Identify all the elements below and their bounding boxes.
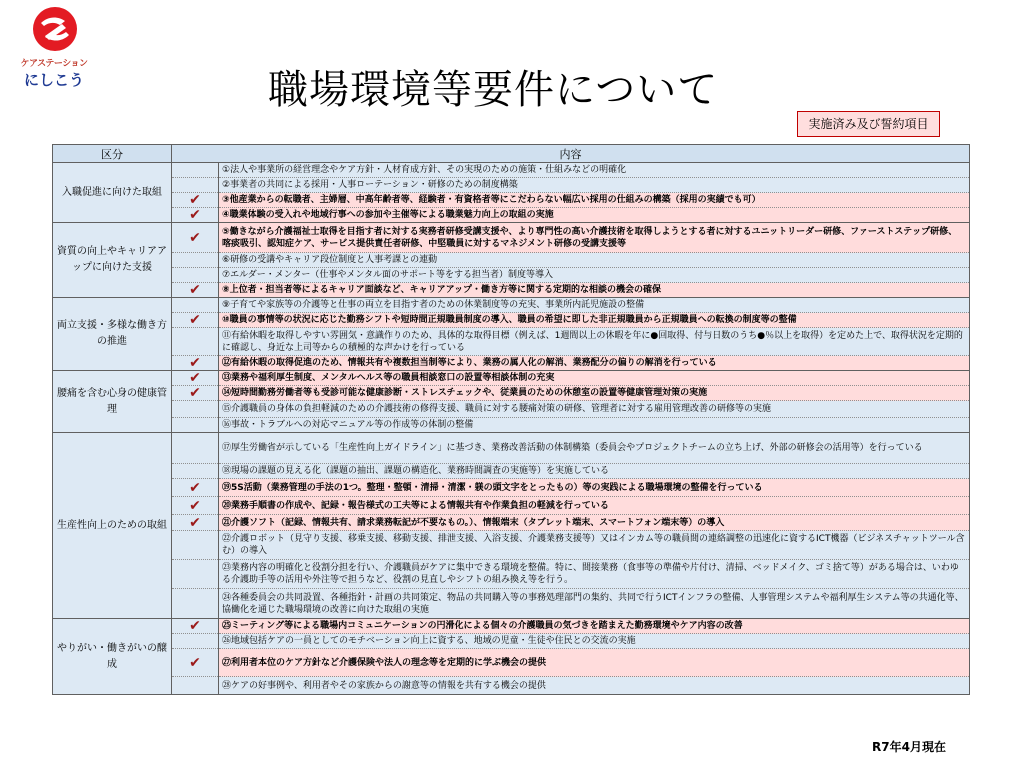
category-cell: やりがい・働きがいの醸成 xyxy=(53,619,172,695)
table-row xyxy=(53,193,970,208)
checkmark-icon: ✔ xyxy=(189,312,201,328)
check-cell xyxy=(172,328,219,356)
checkmark-icon: ✔ xyxy=(189,282,201,298)
requirement-text: ④職業体験の受入れや地域行事への参加や主催等による職業魅力向上の取組の実施 xyxy=(219,208,970,223)
requirement-text: ㉔各種委員会の共同設置、各種指針・計画の共同策定、物品の共同購入等の事務処理部門の集約、共同で行うICTインフラの整備、人事管理システムや福利厚生システム等の共通化等、協働化を通じた職場環境の改善に向けた取組の実施 xyxy=(219,589,970,619)
table-row xyxy=(53,401,970,418)
check-cell xyxy=(172,497,219,515)
as-of-date: R7年4月現在 xyxy=(872,740,946,754)
table-row xyxy=(53,634,970,649)
check-cell xyxy=(172,356,219,371)
checkmark-icon: ✔ xyxy=(189,654,201,671)
table-row xyxy=(53,515,970,531)
check-cell xyxy=(172,464,219,479)
table-row xyxy=(53,677,970,695)
requirement-text: ⑥研修の受講やキャリア段位制度と人事考課との連動 xyxy=(219,253,970,268)
checkmark-icon: ✔ xyxy=(189,229,201,246)
check-cell xyxy=(172,634,219,649)
check-cell xyxy=(172,619,219,634)
check-cell xyxy=(172,283,219,298)
check-cell xyxy=(172,313,219,328)
check-cell xyxy=(172,178,219,193)
check-cell xyxy=(172,208,219,223)
checkmark-icon: ✔ xyxy=(189,370,201,386)
table-row xyxy=(53,178,970,193)
check-cell xyxy=(172,560,219,589)
checkmark-icon: ✔ xyxy=(189,207,201,223)
checkmark-icon: ✔ xyxy=(189,192,201,208)
table-row xyxy=(53,649,970,677)
check-cell xyxy=(172,515,219,531)
requirement-text: ⑳業務手順書の作成や、記録・報告様式の工夫等による情報共有や作業負担の軽減を行っている xyxy=(219,497,970,515)
check-cell xyxy=(172,531,219,560)
table-row xyxy=(53,208,970,223)
requirement-text: ⑪有給休暇を取得しやすい雰囲気・意識作りのため、具体的な取得目標（例えば、1週間以上の休暇を年に●回取得、付与日数のうち●％以上を取得）を定めた上で、取得状況を定期的に確認し、身近な上司等からの積極的な声かけを行っている xyxy=(219,328,970,356)
table-row xyxy=(53,479,970,497)
check-cell xyxy=(172,677,219,695)
requirement-text: ⑱現場の課題の見える化（課題の抽出、課題の構造化、業務時間調査の実施等）を実施している xyxy=(219,464,970,479)
requirement-text: ⑫有給休暇の取得促進のため、情報共有や複数担当制等により、業務の属人化の解消、業務配分の偏りの解消を行っている xyxy=(219,356,970,371)
check-cell xyxy=(172,386,219,401)
check-cell xyxy=(172,163,219,178)
table-row xyxy=(53,298,970,313)
check-cell xyxy=(172,371,219,386)
table-row xyxy=(53,386,970,401)
check-cell xyxy=(172,298,219,313)
table-row xyxy=(53,313,970,328)
check-cell xyxy=(172,401,219,418)
requirement-text: ②事業者の共同による採用・人事ローテーション・研修のための制度構築 xyxy=(219,178,970,193)
requirement-text: ⑨子育てや家族等の介護等と仕事の両立を目指す者のための休業制度等の充実、事業所内託児施設の整備 xyxy=(219,298,970,313)
company-logo xyxy=(14,6,94,96)
requirement-text: ③他産業からの転職者、主婦層、中高年齢者等、経験者・有資格者等にこだわらない幅広い採用の仕組みの構築（採用の実績でも可） xyxy=(219,193,970,208)
logo-text-line1: ケアステーション xyxy=(20,59,88,69)
table-row xyxy=(53,560,970,589)
requirement-text: ⑲5S活動（業務管理の手法の1つ。整理・整頓・清掃・清潔・躾の頭文字をとったもの）等の実践による職場環境の整備を行っている xyxy=(219,479,970,497)
logo-text-line2: にしこう xyxy=(23,71,84,89)
requirement-text: ㉑介護ソフト（記録、情報共有、請求業務転記が不要なもの。）、情報端末（タブレット端末、スマートフォン端末等）の導入 xyxy=(219,515,970,531)
requirement-text: ㉗利用者本位のケア方針など介護保険や法人の理念等を定期的に学ぶ機会の提供 xyxy=(219,649,970,677)
checkmark-icon: ✔ xyxy=(189,355,201,371)
table-row xyxy=(53,223,970,253)
table-row xyxy=(53,371,970,386)
requirement-text: ⑯事故・トラブルへの対応マニュアル等の作成等の体制の整備 xyxy=(219,418,970,433)
table-row xyxy=(53,589,970,619)
requirement-text: ㉖地域包括ケアの一員としてのモチベーション向上に資する、地域の児童・生徒や住民との交流の実施 xyxy=(219,634,970,649)
table-row xyxy=(53,283,970,298)
requirement-text: ⑭短時間勤務労働者等も受診可能な健康診断・ストレスチェックや、従業員のための休憩室の設置等健康管理対策の実施 xyxy=(219,386,970,401)
logo-mark-icon xyxy=(32,6,78,52)
table-row xyxy=(53,253,970,268)
category-cell: 両立支援・多様な働き方の推進 xyxy=(53,298,172,371)
requirement-text: ⑮介護職員の身体の負担軽減のための介護技術の修得支援、職員に対する腰痛対策の研修、管理者に対する雇用管理改善の研修等の実施 xyxy=(219,401,970,418)
check-cell xyxy=(172,479,219,497)
requirement-text: ㉕ミーティング等による職場内コミュニケーションの円滑化による個々の介護職員の気づきを踏まえた勤務環境やケア内容の改善 xyxy=(219,619,970,634)
table-row xyxy=(53,464,970,479)
check-cell xyxy=(172,433,219,464)
table-row xyxy=(53,433,970,464)
requirement-text: ⑦エルダー・メンター（仕事やメンタル面のサポート等をする担当者）制度等導入 xyxy=(219,268,970,283)
requirement-text: ⑬業務や福利厚生制度、メンタルヘルス等の職員相談窓口の設置等相談体制の充実 xyxy=(219,371,970,386)
requirement-text: ⑩職員の事情等の状況に応じた勤務シフトや短時間正規職員制度の導入、職員の希望に即した非正規職員から正規職員への転換の制度等の整備 xyxy=(219,313,970,328)
requirement-text: ㉒介護ロボット（見守り支援、移乗支援、移動支援、排泄支援、入浴支援、介護業務支援等）又はインカム等の職員間の連絡調整の迅速化に資するICT機器（ビジネスチャットツール含む）の導入 xyxy=(219,531,970,560)
table-row xyxy=(53,418,970,433)
table-row xyxy=(53,356,970,371)
table-row xyxy=(53,497,970,515)
requirement-text: ⑤働きながら介護福祉士取得を目指す者に対する実務者研修受講支援や、より専門性の高い介護技術を取得しようとする者に対するユニットリーダー研修、ファーストステップ研修、喀痰吸引、認知症ケア、サービス提供責任者研修、中堅職員に対するマネジメント研修の受講支援等 xyxy=(219,223,970,253)
checkmark-icon: ✔ xyxy=(189,497,201,514)
check-cell xyxy=(172,223,219,253)
checkmark-icon: ✔ xyxy=(189,514,201,531)
requirements-table xyxy=(52,144,970,695)
check-cell xyxy=(172,193,219,208)
table-row xyxy=(53,163,970,178)
content-header: 内容 xyxy=(172,145,970,163)
page-title: 職場環境等要件について xyxy=(268,67,719,113)
category-cell: 資質の向上やキャリアアップに向けた支援 xyxy=(53,223,172,298)
requirement-text: ⑰厚生労働省が示している「生産性向上ガイドライン」に基づき、業務改善活動の体制構築（委員会やプロジェクトチームの立ち上げ、外部の研修会の活用等）を行っている xyxy=(219,433,970,464)
table-row xyxy=(53,268,970,283)
checkmark-icon: ✔ xyxy=(189,479,201,496)
category-cell: 腰痛を含む心身の健康管理 xyxy=(53,371,172,433)
table-row xyxy=(53,619,970,634)
table-row xyxy=(53,328,970,356)
requirement-text: ⑧上位者・担当者等によるキャリア面談など、キャリアアップ・働き方等に関する定期的な相談の機会の確保 xyxy=(219,283,970,298)
check-cell xyxy=(172,268,219,283)
checkmark-icon: ✔ xyxy=(189,385,201,401)
table-body xyxy=(53,163,970,695)
check-cell xyxy=(172,589,219,619)
requirement-text: ①法人や事業所の経営理念やケア方針・人材育成方針、その実現のための施策・仕組みなどの明確化 xyxy=(219,163,970,178)
check-cell xyxy=(172,418,219,433)
category-cell: 生産性向上のための取組 xyxy=(53,433,172,619)
requirement-text: ㉘ケアの好事例や、利用者やその家族からの謝意等の情報を共有する機会の提供 xyxy=(219,677,970,695)
check-cell xyxy=(172,649,219,677)
check-cell xyxy=(172,253,219,268)
legend-badge: 実施済み及び誓約項目 xyxy=(797,111,940,137)
requirement-text: ㉓業務内容の明確化と役割分担を行い、介護職員がケアに集中できる環境を整備。特に、間接業務（食事等の準備や片付け、清掃、ベッドメイク、ゴミ捨て等）がある場合は、いわゆる介護助手等の活用や外注等で担うなど、役割の見直しやシフトの組み換え等を行う。 xyxy=(219,560,970,589)
checkmark-icon: ✔ xyxy=(189,618,201,634)
table-header-row xyxy=(53,145,970,163)
category-header: 区分 xyxy=(53,145,172,163)
table-row xyxy=(53,531,970,560)
category-cell: 入職促進に向けた取組 xyxy=(53,163,172,223)
